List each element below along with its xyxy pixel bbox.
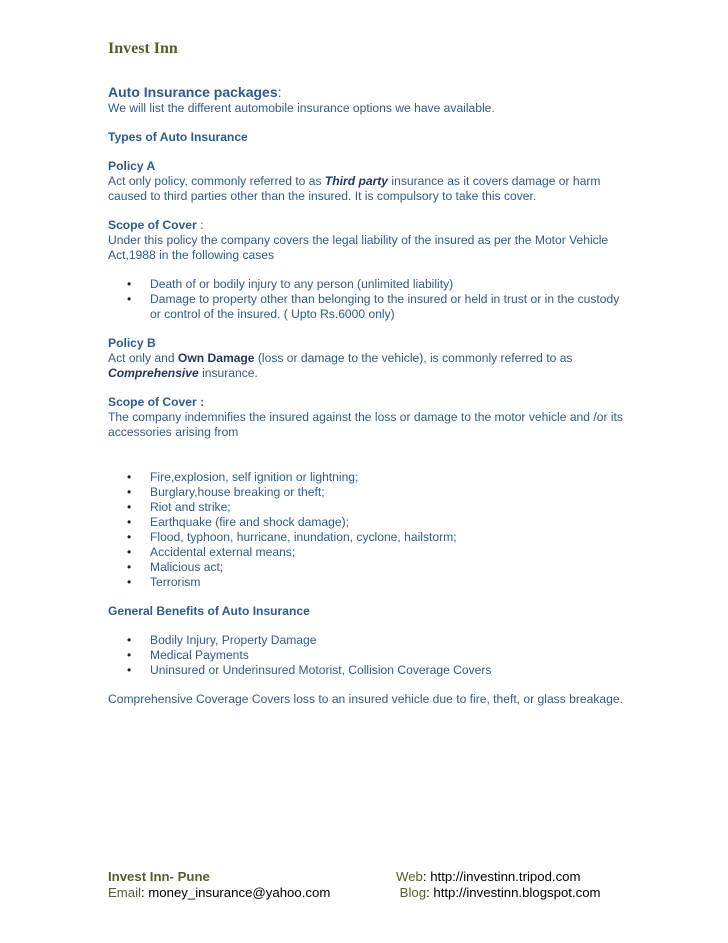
policy-a-line1-pre: Act only policy, commonly referred to as xyxy=(108,174,325,188)
bullet-icon: • xyxy=(127,485,132,499)
policy-b-line1 xyxy=(108,351,628,366)
bullet-icon: • xyxy=(127,500,132,514)
risk-text: Fire,explosion, self ignition or lightning; xyxy=(150,470,359,484)
list-item xyxy=(108,485,628,500)
footer-blog-link[interactable]: : http://investinn.blogspot.com xyxy=(426,885,601,900)
policy-b-heading: Policy B xyxy=(108,336,156,350)
list-item xyxy=(108,545,628,560)
footer-company-name: Invest Inn- Pune xyxy=(108,869,210,884)
footer-row-2 xyxy=(108,885,628,901)
benefit-text: Bodily Injury, Property Damage xyxy=(150,633,317,647)
benefits-list xyxy=(108,633,628,678)
list-item xyxy=(108,663,628,678)
risk-text: Accidental external means; xyxy=(150,545,296,559)
risk-text: Terrorism xyxy=(150,575,201,589)
list-item xyxy=(108,633,628,648)
intro-title-colon: : xyxy=(277,84,282,100)
policy-a-scope-heading: Scope of Cover xyxy=(108,218,197,232)
benefits-heading: General Benefits of Auto Insurance xyxy=(108,604,310,618)
footer xyxy=(108,869,628,901)
bullet-icon: • xyxy=(127,633,132,647)
list-item xyxy=(108,530,628,545)
list-item xyxy=(108,560,628,575)
policy-b-line2-post: insurance. xyxy=(198,366,258,380)
policy-b-risks-list xyxy=(108,470,628,590)
bullet-icon: • xyxy=(127,292,132,306)
footer-email-label: Email xyxy=(108,885,141,900)
footer-email-link[interactable]: : money_insurance@yahoo.com xyxy=(140,885,331,900)
policy-a-scope-line1: Under this policy the company covers the legal liability of the insured as per the Motor Vehicle xyxy=(108,233,609,247)
document-body xyxy=(108,84,628,707)
policy-a-line2: caused to third parties other than the insured. It is compulsory to take this cover. xyxy=(108,189,537,203)
risk-text: Malicious act; xyxy=(150,560,224,574)
policy-a-scope-heading-line xyxy=(108,218,628,233)
policy-a-scope-line2: Act,1988 in the following cases xyxy=(108,248,275,262)
list-item xyxy=(108,470,628,485)
bullet-icon: • xyxy=(127,545,132,559)
types-heading: Types of Auto Insurance xyxy=(108,130,248,144)
case-text: Death of or bodily injury to any person (unlimited liability) xyxy=(150,277,454,291)
closing-paragraph: Comprehensive Coverage Covers loss to an insured vehicle due to fire, theft, or glass breakage. xyxy=(108,692,623,706)
list-item xyxy=(108,277,628,292)
footer-web xyxy=(396,869,580,885)
case-text-cont: or control of the insured. ( Upto Rs.6000 only) xyxy=(150,307,395,321)
bullet-icon: • xyxy=(127,530,132,544)
bullet-icon: • xyxy=(127,277,132,291)
footer-blog xyxy=(396,885,601,901)
bullet-icon: • xyxy=(127,515,132,529)
policy-b-line1-pre: Act only and xyxy=(108,351,178,365)
bullet-icon: • xyxy=(127,470,132,484)
risk-text: Burglary,house breaking or theft; xyxy=(150,485,325,499)
policy-a-heading: Policy A xyxy=(108,159,156,173)
list-item xyxy=(108,575,628,590)
policy-a-cases-list xyxy=(108,277,628,322)
footer-blog-label: Blog xyxy=(396,885,427,900)
brand-header: Invest Inn xyxy=(108,40,178,57)
comprehensive-term: Comprehensive xyxy=(108,366,199,380)
bullet-icon: • xyxy=(127,663,132,677)
footer-row-1 xyxy=(108,869,628,885)
policy-a-line1 xyxy=(108,174,628,189)
policy-b-scope-heading: Scope of Cover : xyxy=(108,395,205,409)
bullet-icon: • xyxy=(127,648,132,662)
policy-b-line2 xyxy=(108,366,628,381)
intro-title-line xyxy=(108,84,628,101)
list-item xyxy=(108,648,628,663)
policy-a-line1-post: insurance as it covers damage or harm xyxy=(388,174,601,188)
benefit-text: Uninsured or Underinsured Motorist, Collision Coverage Covers xyxy=(150,663,492,677)
third-party-term: Third party xyxy=(324,174,389,188)
footer-email xyxy=(108,885,330,901)
case-text: Damage to property other than belonging to the insured or held in trust or in the custody xyxy=(150,292,620,306)
risk-text: Earthquake (fire and shock damage); xyxy=(150,515,349,529)
footer-web-link[interactable]: : http://investinn.tripod.com xyxy=(422,869,581,884)
list-item xyxy=(108,500,628,515)
risk-text: Riot and strike; xyxy=(150,500,231,514)
footer-web-label: Web xyxy=(396,869,423,884)
intro-desc: We will list the different automobile insurance options we have available. xyxy=(108,101,495,115)
policy-b-line1-post: (loss or damage to the vehicle), is commonly referred to as xyxy=(254,351,573,365)
policy-b-scope-line1: The company indemnifies the insured against the loss or damage to the motor vehicle and /or its xyxy=(108,410,623,424)
intro-title: Auto Insurance packages xyxy=(108,84,278,100)
policy-b-scope-line2: accessories arising from xyxy=(108,425,239,439)
bullet-icon: • xyxy=(127,560,132,574)
policy-a-scope-colon: : xyxy=(196,218,204,232)
benefit-text: Medical Payments xyxy=(150,648,249,662)
bullet-icon: • xyxy=(127,575,132,589)
own-damage-term: Own Damage xyxy=(177,351,255,365)
list-item xyxy=(108,515,628,530)
list-item xyxy=(108,292,628,322)
risk-text: Flood, typhoon, hurricane, inundation, cyclone, hailstorm; xyxy=(150,530,457,544)
